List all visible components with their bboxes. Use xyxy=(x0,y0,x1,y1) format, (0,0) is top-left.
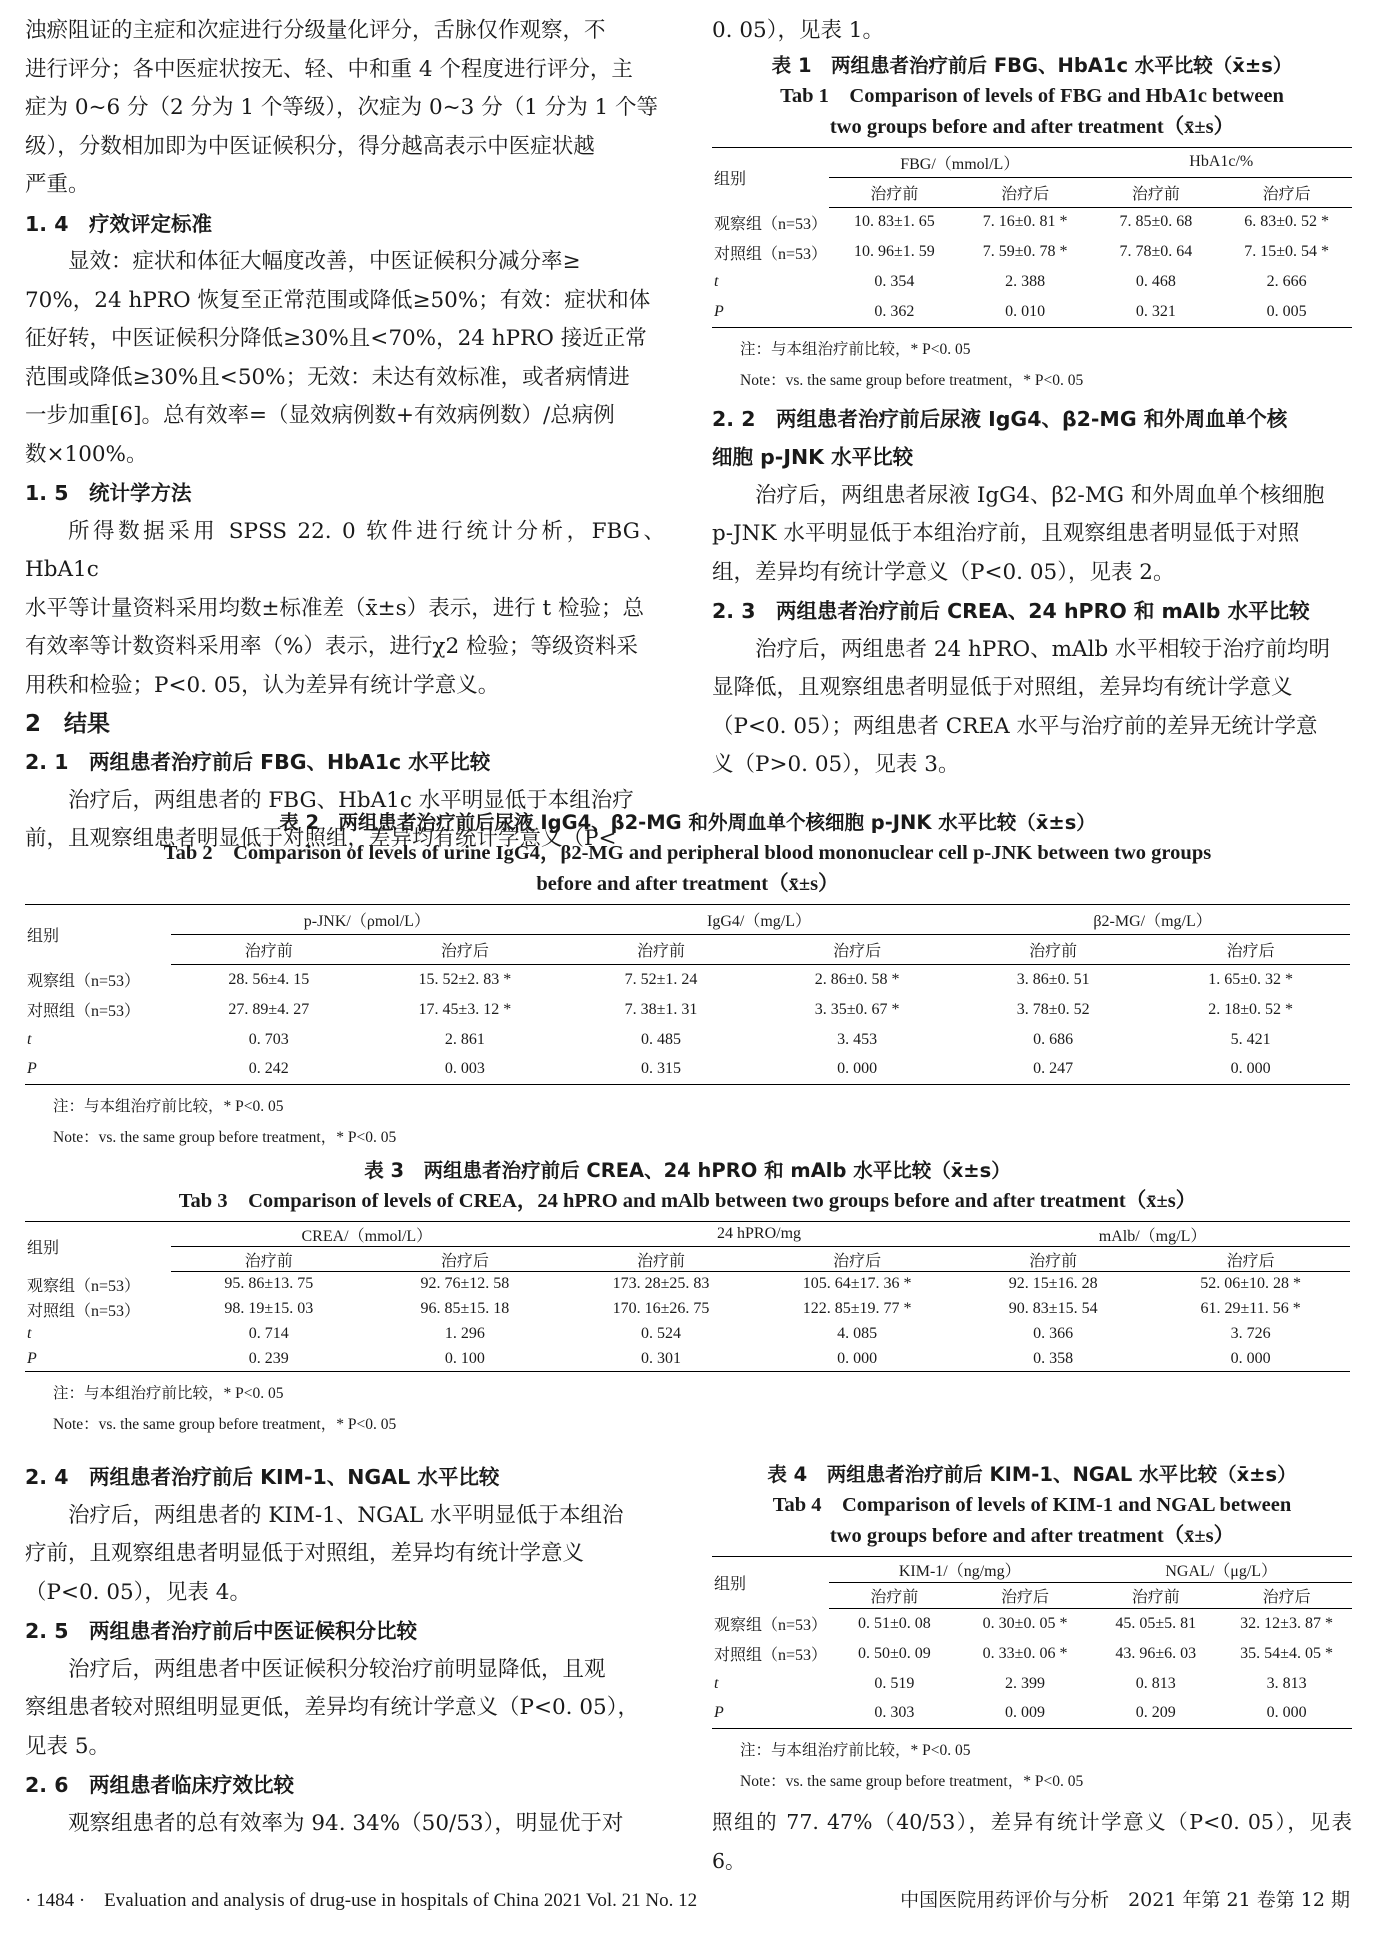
heading-1-4: 1. 4 疗效评定标准 xyxy=(25,211,212,236)
table-subheader: 治疗后 xyxy=(1151,1247,1350,1272)
table-cell: 4. 085 xyxy=(837,1325,878,1342)
heading-1-5: 1. 5 统计学方法 xyxy=(25,481,192,505)
table-cell: 61. 29±11. 56 * xyxy=(1200,1300,1301,1317)
table-column-group: p-JNK/（ρmol/L） xyxy=(171,905,563,935)
table-subheader: 治疗前 xyxy=(829,1583,960,1609)
table-cell: 2. 18±0. 52 * xyxy=(1208,1000,1293,1018)
table-column-group: NGAL/（μg/L） xyxy=(1090,1557,1352,1583)
table-subheader: 治疗后 xyxy=(759,935,955,965)
row-label: 对照组（n=53） xyxy=(714,245,828,263)
row-label: 对照组（n=53） xyxy=(714,1647,828,1664)
table-1-note-cn: 注：与本组治疗前比较，* P<0. 05 xyxy=(740,340,971,358)
table-3-note-en: Note：vs. the same group before treatment，* P<0. 05 xyxy=(53,1416,397,1433)
row-label: 观察组（n=53） xyxy=(714,1617,828,1634)
heading-results: 2 结果 xyxy=(25,711,111,737)
right-column-bottom xyxy=(712,1460,1352,1880)
table-cell: 0. 468 xyxy=(1135,273,1176,290)
table-row xyxy=(712,267,1352,297)
table-cell: 0. 30±0. 05 * xyxy=(982,1614,1068,1632)
table-cell: 3. 86±0. 51 xyxy=(1016,970,1090,988)
table-3 xyxy=(25,1221,1350,1372)
table-subheader: 治疗后 xyxy=(759,1247,955,1272)
table-cell: 2. 666 xyxy=(1266,273,1307,290)
text-line: 治疗后，两组患者尿液 IgG4、β2-MG 和外周血单个核细胞 xyxy=(755,482,1325,508)
table-cell: 0. 303 xyxy=(829,1699,960,1729)
table-cell: 98. 19±15. 03 xyxy=(224,1300,314,1317)
table-row xyxy=(25,1347,1350,1372)
text-line: 一步加重[6]。总有效率=（显效病例数+有效病例数）/总病例 xyxy=(25,403,615,428)
paragraph-2-3 xyxy=(712,631,1352,785)
table-cell: 0. 703 xyxy=(248,1030,289,1048)
text-line: 70%，24 hPRO 恢复至正常范围或降低≥50%；有效：症状和体 xyxy=(25,287,651,313)
table-cell: 0. 50±0. 09 xyxy=(857,1644,931,1662)
table-cell: 0. 209 xyxy=(1090,1699,1221,1729)
table-cell: 0. 686 xyxy=(1033,1030,1074,1048)
table-row xyxy=(712,207,1352,237)
table-cell: 0. 519 xyxy=(874,1674,915,1692)
table-cell: 95. 86±13. 75 xyxy=(224,1275,314,1293)
table-header-group: 组别 xyxy=(25,905,171,965)
table-cell: 0. 813 xyxy=(1135,1674,1176,1692)
table-cell: 0. 362 xyxy=(829,297,960,327)
text-line: 治疗后，两组患者的 KIM-1、NGAL 水平明显低于本组治 xyxy=(68,1502,624,1528)
table-subheader: 治疗前 xyxy=(563,1247,759,1272)
paragraph-2-6 xyxy=(25,1805,665,1844)
table-cell: 2. 388 xyxy=(1005,273,1046,290)
text-line: 疗前，且观察组患者明显低于对照组，差异均有统计学意义 xyxy=(25,1541,585,1566)
table-cell: 45. 05±5. 81 xyxy=(1115,1614,1197,1632)
table-header-group: 组别 xyxy=(25,1222,171,1272)
table-cell: 3. 35±0. 67 * xyxy=(814,1000,900,1018)
table-3-note-cn: 注：与本组治疗前比较，* P<0. 05 xyxy=(53,1385,284,1402)
table-cell: 2. 861 xyxy=(444,1030,485,1048)
heading-2-1: 2. 1 两组患者治疗前后 FBG、HbA1c 水平比较 xyxy=(25,750,491,774)
table-row xyxy=(712,1669,1352,1699)
table-cell: 17. 45±3. 12 * xyxy=(418,1000,512,1018)
left-column-bottom xyxy=(25,1458,665,1843)
heading-line: 细胞 p-JNK 水平比较 xyxy=(712,445,914,469)
table-cell: 15. 52±2. 83 * xyxy=(418,970,512,988)
footer-journal-en: · 1484 · Evaluation and analysis of drug-use in hospitals of China 2021 Vol. 21 No. 12 xyxy=(25,1890,698,1911)
table-cell: 0. 000 xyxy=(1151,1347,1350,1372)
paragraph-scoring xyxy=(25,12,665,205)
table-cell: 7. 85±0. 68 xyxy=(1119,213,1193,231)
text-line: 治疗后，两组患者的 FBG、HbA1c 水平明显低于本组治疗 xyxy=(68,787,634,813)
table-row xyxy=(25,1025,1350,1055)
paragraph-2-2 xyxy=(712,477,1352,593)
table-cell: 27. 89±4. 27 xyxy=(228,1000,310,1018)
table-cell: 0. 247 xyxy=(955,1055,1151,1085)
text-line: 症为 0~6 分（2 分为 1 个等级），次症为 0~3 分（1 分为 1 个等 xyxy=(25,95,659,120)
text-line: 见表 5。 xyxy=(25,1733,111,1759)
table-header-group: 组别 xyxy=(712,1557,829,1609)
text-line: p-JNK 水平明显低于本组治疗前，且观察组患者明显低于对照 xyxy=(712,521,1300,546)
text-line: （P<0. 05），见表 4。 xyxy=(25,1579,251,1605)
heading-2-4: 2. 4 两组患者治疗前后 KIM-1、NGAL 水平比较 xyxy=(25,1465,500,1489)
table-column-group: IgG4/（mg/L） xyxy=(563,905,955,935)
table-cell: 7. 16±0. 81 * xyxy=(982,213,1068,231)
table-subheader: 治疗前 xyxy=(563,935,759,965)
table-cell: 0. 321 xyxy=(1091,297,1222,327)
table-subheader: 治疗前 xyxy=(171,935,367,965)
text-line: 范围或降低≥30%且<50%；无效：未达有效标准，或者病情进 xyxy=(25,364,630,390)
table-cell: 32. 12±3. 87 * xyxy=(1240,1614,1333,1632)
text-line: 严重。 xyxy=(25,172,90,197)
text-line: 级），分数相加即为中医证候积分，得分越高表示中医症状越 xyxy=(25,133,595,159)
table-cell: 0. 009 xyxy=(960,1699,1091,1729)
table-column-group: CREA/（mmol/L） xyxy=(171,1222,563,1247)
table-cell: 7. 38±1. 31 xyxy=(624,1000,698,1018)
table-column-group: HbA1c/% xyxy=(1091,147,1352,177)
text-line: 有效率等计数资料采用率（%）表示，进行χ2 检验；等级资料采 xyxy=(25,634,638,659)
text-line: 浊瘀阻证的主症和次症进行分级量化评分，舌脉仅作观察，不 xyxy=(25,18,606,43)
table-1-caption-cn: 表 1 两组患者治疗前后 FBG、HbA1c 水平比较（x̄±s） xyxy=(771,53,1293,77)
heading-2-3: 2. 3 两组患者治疗前后 CREA、24 hPRO 和 mAlb 水平比较 xyxy=(712,599,1310,623)
table-cell: 3. 78±0. 52 xyxy=(1016,1000,1090,1018)
text-line: 数×100%。 xyxy=(25,441,148,467)
table-2 xyxy=(25,904,1350,1085)
row-label: 观察组（n=53） xyxy=(27,1277,141,1295)
table-subheader: 治疗前 xyxy=(1091,177,1222,207)
table-cell: 122. 85±19. 77 * xyxy=(802,1300,912,1317)
row-label: P xyxy=(712,297,829,327)
table-cell: 0. 000 xyxy=(759,1347,955,1372)
table-cell: 3. 813 xyxy=(1266,1674,1307,1692)
text-line: 用秩和检验；P<0. 05，认为差异有统计学意义。 xyxy=(25,672,500,698)
table-row xyxy=(25,1272,1350,1297)
table-row xyxy=(25,1322,1350,1347)
table-row xyxy=(712,237,1352,267)
table-cell: 28. 56±4. 15 xyxy=(228,970,310,988)
table-2-note-cn: 注：与本组治疗前比较，* P<0. 05 xyxy=(53,1098,284,1115)
table-subheader: 治疗前 xyxy=(829,177,960,207)
table-header-group: 组别 xyxy=(712,147,829,207)
text-line: 义（P>0. 05），见表 3。 xyxy=(712,752,960,777)
table-row xyxy=(712,297,1352,327)
text-line: 治疗后，两组患者中医证候积分较治疗前明显降低，且观 xyxy=(68,1656,606,1682)
table-subheader: 治疗后 xyxy=(367,935,563,965)
row-label: P xyxy=(25,1347,171,1372)
table-cell: 52. 06±10. 28 * xyxy=(1200,1275,1301,1293)
table-cell: 0. 485 xyxy=(640,1030,681,1048)
table-cell: 0. 100 xyxy=(367,1347,563,1372)
table-row xyxy=(712,1609,1352,1639)
table-3-caption-cn: 表 3 两组患者治疗前后 CREA、24 hPRO 和 mAlb 水平比较（x̄±s） xyxy=(364,1159,1011,1182)
table-cell: 7. 59±0. 78 * xyxy=(982,243,1068,260)
paragraph-efficacy-criteria xyxy=(25,243,665,474)
table-cell: 6. 83±0. 52 * xyxy=(1244,213,1329,231)
text-line: 前，且观察组患者明显低于对照组，差异均有统计学意义（P< xyxy=(25,826,617,851)
footer-journal-cn: 中国医院用药评价与分析 2021 年第 21 卷第 12 期 xyxy=(900,1889,1350,1911)
table-1 xyxy=(712,147,1352,328)
paragraph-2-6-continuation: 照组的 77. 47%（40/53），差异有统计学意义（P<0. 05），见表 6。 xyxy=(712,1810,1352,1873)
table-cell: 0. 358 xyxy=(955,1347,1151,1372)
table-3-caption-en: Tab 3 Comparison of levels of CREA，24 hPRO and mAlb between two groups before and after treatment（x̄±s） xyxy=(178,1190,1197,1212)
paragraph-continuation: 0. 05），见表 1。 xyxy=(712,18,884,43)
table-cell: 10. 96±1. 59 xyxy=(854,243,935,260)
table-cell: 0. 000 xyxy=(1221,1699,1352,1729)
table-4-caption-en-line2: two groups before and after treatment（x̄±s） xyxy=(829,1525,1235,1547)
text-line: （P<0. 05）；两组患者 CREA 水平与治疗前的差异无统计学意 xyxy=(712,713,1318,739)
left-column-top xyxy=(25,12,665,859)
table-4-caption-cn: 表 4 两组患者治疗前后 KIM-1、NGAL 水平比较（x̄±s） xyxy=(767,1463,1297,1486)
table-row xyxy=(712,1699,1352,1729)
table-subheader: 治疗前 xyxy=(955,935,1151,965)
row-label: t xyxy=(714,273,719,290)
right-column-top xyxy=(712,12,1352,785)
row-label: 观察组（n=53） xyxy=(27,973,141,990)
heading-2-6: 2. 6 两组患者临床疗效比较 xyxy=(25,1773,294,1797)
text-line: 所得数据采用 SPSS 22. 0 软件进行统计分析，FBG、HbA1c xyxy=(25,518,665,582)
table-cell: 170. 16±26. 75 xyxy=(612,1300,710,1317)
table-1-caption-en-line2: two groups before and after treatment（x̄±s） xyxy=(829,115,1235,138)
table-subheader: 治疗后 xyxy=(960,177,1091,207)
row-label: t xyxy=(714,1674,719,1692)
table-2-block xyxy=(25,808,1350,1153)
table-column-group: 24 hPRO/mg xyxy=(563,1222,955,1247)
table-column-group: KIM-1/（ng/mg） xyxy=(829,1557,1090,1583)
table-subheader: 治疗前 xyxy=(171,1247,367,1272)
table-3-block xyxy=(25,1156,1350,1440)
text-line: 察组患者较对照组明显更低，差异均有统计学意义（P<0. 05）， xyxy=(25,1695,639,1720)
table-cell: 0. 301 xyxy=(563,1347,759,1372)
heading-line: 2. 2 两组患者治疗前后尿液 IgG4、β2-MG 和外周血单个核 xyxy=(712,406,1288,431)
table-cell: 0. 239 xyxy=(171,1347,367,1372)
table-cell: 3. 726 xyxy=(1230,1325,1271,1342)
table-cell: 173. 28±25. 83 xyxy=(612,1275,710,1293)
table-subheader: 治疗后 xyxy=(1221,177,1352,207)
table-cell: 0. 315 xyxy=(563,1055,759,1085)
table-cell: 105. 64±17. 36 * xyxy=(802,1275,912,1293)
table-1-note-en: Note：vs. the same group before treatment，* P<0. 05 xyxy=(740,371,1084,389)
table-cell: 2. 399 xyxy=(1005,1674,1046,1692)
table-row xyxy=(25,965,1350,995)
table-cell: 0. 005 xyxy=(1221,297,1352,327)
table-cell: 1. 296 xyxy=(444,1325,485,1342)
text-line: 显降低，且观察组患者明显低于对照组，差异均有统计学意义 xyxy=(712,675,1293,700)
table-subheader: 治疗后 xyxy=(1221,1583,1352,1609)
table-subheader: 治疗前 xyxy=(1090,1583,1221,1609)
table-cell: 0. 000 xyxy=(759,1055,955,1085)
row-label: 观察组（n=53） xyxy=(714,215,828,233)
table-row xyxy=(25,995,1350,1025)
text-line: 进行评分；各中医症状按无、轻、中和重 4 个程度进行评分，主 xyxy=(25,56,633,82)
table-row xyxy=(712,1639,1352,1669)
table-column-group: mAlb/（mg/L） xyxy=(955,1222,1350,1247)
table-column-group: β2-MG/（mg/L） xyxy=(955,905,1350,935)
text-line: 显效：症状和体征大幅度改善，中医证候积分减分率≥ xyxy=(68,249,581,274)
table-cell: 3. 453 xyxy=(837,1030,878,1048)
text-line: 治疗后，两组患者 24 hPRO、mAlb 水平相较于治疗前均明 xyxy=(755,636,1331,662)
table-2-note-en: Note：vs. the same group before treatment，* P<0. 05 xyxy=(53,1129,397,1146)
table-cell: 0. 524 xyxy=(640,1325,681,1342)
table-4-caption-en-line1: Tab 4 Comparison of levels of KIM-1 and NGAL between xyxy=(772,1494,1292,1516)
table-row xyxy=(25,1297,1350,1322)
table-cell: 10. 83±1. 65 xyxy=(854,213,935,231)
table-subheader: 治疗后 xyxy=(367,1247,563,1272)
table-cell: 43. 96±6. 03 xyxy=(1115,1644,1197,1662)
table-subheader: 治疗后 xyxy=(1151,935,1350,965)
table-4-note-cn: 注：与本组治疗前比较，* P<0. 05 xyxy=(740,1742,971,1759)
table-2-caption-cn: 表 2 两组患者治疗前后尿液 IgG4、β2-MG 和外周血单个核细胞 p-JNK 水平比较（x̄±s） xyxy=(279,811,1096,834)
table-row xyxy=(25,1055,1350,1085)
table-cell: 2. 86±0. 58 * xyxy=(814,970,900,988)
table-column-group: FBG/（mmol/L） xyxy=(829,147,1091,177)
row-label: 对照组（n=53） xyxy=(27,1003,141,1020)
table-2-caption-en-line1: Tab 2 Comparison of levels of urine IgG4，β2-MG and peripheral blood mononuclear cell p-JNK between two groups xyxy=(163,842,1212,864)
table-cell: 92. 15±16. 28 xyxy=(1008,1275,1098,1293)
table-cell: 0. 714 xyxy=(248,1325,289,1342)
table-subheader: 治疗前 xyxy=(955,1247,1151,1272)
table-cell: 0. 51±0. 08 xyxy=(857,1614,931,1632)
table-cell: 7. 15±0. 54 * xyxy=(1244,243,1329,260)
table-subheader: 治疗后 xyxy=(960,1583,1091,1609)
table-cell: 35. 54±4. 05 * xyxy=(1240,1644,1333,1662)
table-cell: 0. 000 xyxy=(1151,1055,1350,1085)
table-2-caption-en-line2: before and after treatment（x̄±s） xyxy=(536,873,839,895)
table-cell: 0. 354 xyxy=(874,273,915,290)
row-label: P xyxy=(25,1055,171,1085)
row-label: 对照组（n=53） xyxy=(27,1302,141,1320)
table-cell: 92. 76±12. 58 xyxy=(420,1275,510,1293)
table-cell: 5. 421 xyxy=(1230,1030,1271,1048)
table-cell: 0. 33±0. 06 * xyxy=(982,1644,1068,1662)
heading-2-5: 2. 5 两组患者治疗前后中医证候积分比较 xyxy=(25,1619,417,1643)
row-label: t xyxy=(27,1325,32,1342)
table-cell: 7. 78±0. 64 xyxy=(1119,243,1193,260)
paragraph-2-4 xyxy=(25,1497,665,1613)
row-label: P xyxy=(712,1699,829,1729)
table-4 xyxy=(712,1556,1352,1729)
text-line: 征好转，中医证候积分降低≥30%且<70%，24 hPRO 接近正常 xyxy=(25,326,647,351)
paragraph-2-5 xyxy=(25,1651,665,1767)
table-cell: 96. 85±15. 18 xyxy=(420,1300,510,1317)
table-cell: 1. 65±0. 32 * xyxy=(1208,970,1293,988)
table-1-caption-en-line1: Tab 1 Comparison of levels of FBG and HbA1c between xyxy=(780,84,1284,107)
table-cell: 0. 010 xyxy=(960,297,1091,327)
row-label: t xyxy=(27,1030,32,1048)
table-cell: 0. 242 xyxy=(171,1055,367,1085)
text-line: 观察组患者的总有效率为 94. 34%（50/53），明显优于对 xyxy=(68,1810,624,1836)
heading-2-2 xyxy=(712,400,1352,477)
text-line: 组，差异均有统计学意义（P<0. 05），见表 2。 xyxy=(712,559,1175,585)
table-cell: 7. 52±1. 24 xyxy=(624,970,698,988)
table-cell: 0. 003 xyxy=(367,1055,563,1085)
table-cell: 90. 83±15. 54 xyxy=(1008,1300,1098,1317)
paragraph-statistics xyxy=(25,513,665,706)
table-cell: 0. 366 xyxy=(1033,1325,1074,1342)
text-line: 水平等计量资料采用均数±标准差（x̄±s）表示，进行 t 检验；总 xyxy=(25,595,644,621)
table-4-note-en: Note：vs. the same group before treatment，* P<0. 05 xyxy=(740,1773,1084,1790)
